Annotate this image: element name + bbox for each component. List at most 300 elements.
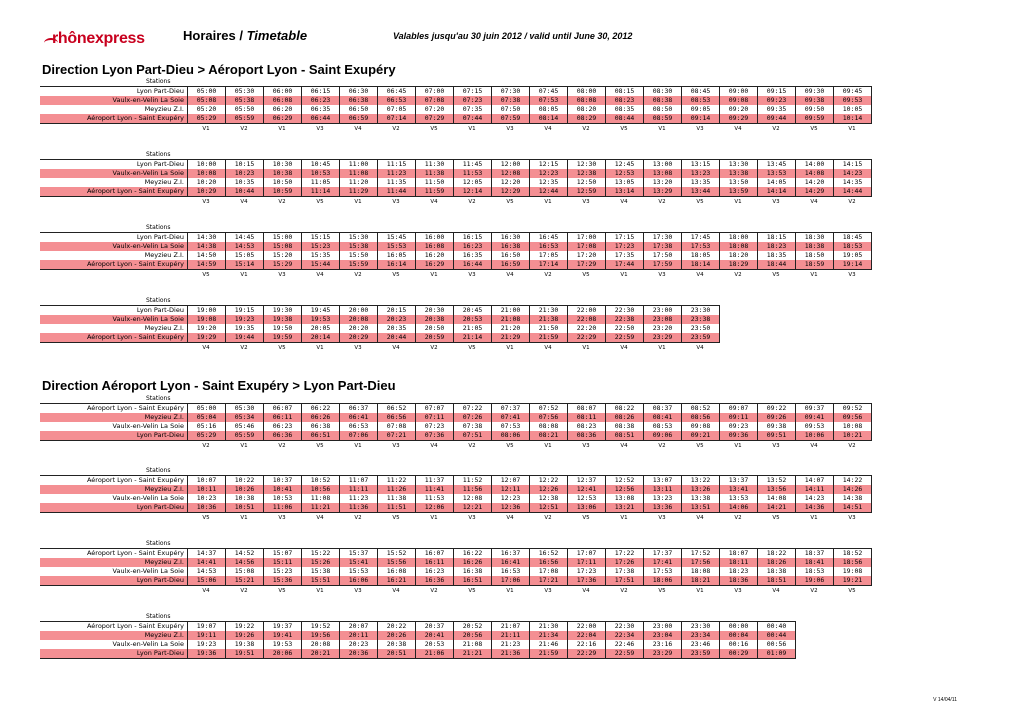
time-cell: 10:38	[226, 494, 264, 503]
timetable-table	[40, 86, 872, 124]
station-name: Lyon Part-Dieu	[40, 160, 188, 170]
time-cell: 11:45	[454, 160, 492, 170]
vehicle-row	[187, 441, 872, 452]
vehicle-label: V4	[316, 272, 324, 278]
time-cell: 08:26	[606, 413, 644, 422]
vehicle-label: V4	[582, 588, 590, 594]
vehicle-row	[187, 124, 872, 135]
time-cell: 09:37	[796, 404, 834, 414]
time-cell: 18:36	[720, 576, 758, 586]
time-cell: 07:38	[454, 422, 492, 431]
time-cell: 20:06	[264, 649, 302, 659]
time-cell: 11:38	[416, 169, 454, 178]
time-cell: 22:59	[606, 649, 644, 659]
time-cell: 07:53	[492, 422, 530, 431]
vehicle-label: V4	[430, 443, 438, 449]
title-fr: Horaires	[183, 28, 236, 43]
time-cell: 11:22	[378, 476, 416, 486]
vehicle-label: V1	[696, 588, 704, 594]
time-cell: 21:20	[492, 324, 530, 333]
vehicle-label: V4	[734, 126, 742, 132]
time-cell: 17:50	[644, 251, 682, 260]
time-cell: 20:22	[378, 622, 416, 632]
time-cell: 19:00	[188, 306, 226, 316]
time-cell: 14:52	[226, 549, 264, 559]
time-cell: 12:30	[568, 160, 606, 170]
time-cell: 18:53	[796, 567, 834, 576]
table-row	[40, 333, 868, 343]
time-cell: 12:15	[530, 160, 568, 170]
vehicle-label: V4	[772, 588, 780, 594]
time-cell: 16:50	[492, 251, 530, 260]
time-cell: 18:44	[758, 260, 796, 270]
time-cell: 14:07	[796, 476, 834, 486]
vehicle-label: V3	[772, 199, 780, 205]
time-cell: 20:53	[454, 315, 492, 324]
time-cell: 08:50	[644, 105, 682, 114]
time-cell: 11:00	[340, 160, 378, 170]
time-cell: 15:26	[302, 558, 340, 567]
time-cell: 07:08	[416, 96, 454, 105]
vehicle-label: V1	[202, 126, 210, 132]
time-cell: 15:53	[378, 242, 416, 251]
time-cell: 07:53	[530, 96, 568, 105]
vehicle-label: V1	[544, 199, 552, 205]
time-cell: 20:30	[416, 306, 454, 316]
time-cell: 08:30	[644, 87, 682, 97]
vehicle-label: V3	[658, 272, 666, 278]
stations-label: Stations	[146, 613, 171, 620]
vehicle-label: V4	[620, 199, 628, 205]
vehicle-label: V4	[430, 199, 438, 205]
time-cell: 19:30	[264, 306, 302, 316]
time-cell: 06:22	[302, 404, 340, 414]
time-cell: 07:15	[454, 87, 492, 97]
time-cell: 08:29	[568, 114, 606, 124]
time-cell: 06:30	[340, 87, 378, 97]
vehicle-label: V2	[772, 126, 780, 132]
vehicle-label: V2	[848, 199, 856, 205]
time-cell: 11:36	[340, 503, 378, 513]
vehicle-label: V3	[734, 588, 742, 594]
station-name: Vaulx-en-Velin La Soie	[112, 567, 184, 575]
table-row	[40, 160, 872, 170]
time-cell: 15:36	[264, 576, 302, 586]
time-cell: 17:53	[644, 567, 682, 576]
time-cell: 18:23	[758, 242, 796, 251]
vehicle-label: V4	[544, 126, 552, 132]
vehicle-label: V1	[506, 588, 514, 594]
vehicle-label: V1	[544, 443, 552, 449]
time-cell: 23:30	[682, 622, 720, 632]
time-cell: 19:41	[264, 631, 302, 640]
vehicle-label: V3	[202, 199, 210, 205]
time-cell: 21:21	[454, 649, 492, 659]
empty-cell	[796, 640, 834, 649]
vehicle-label: V3	[582, 443, 590, 449]
time-cell: 13:23	[644, 494, 682, 503]
time-cell: 17:36	[568, 576, 606, 586]
time-cell: 13:35	[682, 178, 720, 187]
time-cell: 13:07	[644, 476, 682, 486]
vehicle-label: V3	[392, 443, 400, 449]
time-cell: 19:38	[226, 640, 264, 649]
time-cell: 00:16	[720, 640, 758, 649]
time-cell: 06:53	[340, 422, 378, 431]
vehicle-label: V1	[430, 515, 438, 521]
time-cell: 07:05	[378, 105, 416, 114]
time-cell: 12:08	[492, 169, 530, 178]
time-cell: 17:52	[682, 549, 720, 559]
station-name: Vaulx-en-Velin La Soie	[40, 242, 188, 251]
time-cell: 20:05	[302, 324, 340, 333]
time-cell: 15:23	[302, 242, 340, 251]
time-cell: 20:23	[378, 315, 416, 324]
station-name: Vaulx-en-Velin La Soie	[112, 640, 184, 648]
time-cell: 21:59	[530, 333, 568, 343]
time-cell: 15:38	[340, 242, 378, 251]
vehicle-label: V4	[810, 443, 818, 449]
time-cell: 11:30	[416, 160, 454, 170]
time-cell: 13:15	[682, 160, 720, 170]
time-cell: 13:38	[720, 169, 758, 178]
time-cell: 11:53	[416, 494, 454, 503]
station-name: Aéroport Lyon - Saint Exupéry	[40, 260, 188, 270]
time-cell: 06:44	[302, 114, 340, 124]
time-cell: 10:44	[226, 187, 264, 197]
vehicle-label: V5	[582, 515, 590, 521]
time-cell: 08:35	[606, 105, 644, 114]
vehicle-label: V3	[278, 272, 286, 278]
time-cell: 13:53	[720, 494, 758, 503]
station-name: Lyon Part-Dieu	[40, 306, 188, 316]
time-cell: 18:07	[720, 549, 758, 559]
table-row	[40, 251, 872, 260]
time-cell: 18:51	[758, 576, 796, 586]
vehicle-label: V1	[658, 126, 666, 132]
time-cell: 14:50	[188, 251, 226, 260]
time-cell: 12:07	[492, 476, 530, 486]
time-cell: 08:37	[644, 404, 682, 414]
vehicle-label: V1	[582, 345, 590, 351]
time-cell: 17:06	[492, 576, 530, 586]
time-cell: 15:44	[302, 260, 340, 270]
time-cell: 09:56	[834, 413, 872, 422]
time-cell: 16:11	[416, 558, 454, 567]
time-cell: 00:56	[758, 640, 796, 649]
table-row	[40, 631, 870, 640]
time-cell: 19:52	[302, 622, 340, 632]
time-cell: 20:51	[378, 649, 416, 659]
time-cell: 15:56	[378, 558, 416, 567]
time-cell: 17:08	[568, 242, 606, 251]
vehicle-label: V2	[354, 515, 362, 521]
time-cell: 06:45	[378, 87, 416, 97]
empty-cell	[831, 315, 868, 324]
time-cell: 12:26	[530, 485, 568, 494]
time-cell: 14:08	[796, 169, 834, 178]
time-cell: 05:50	[226, 105, 264, 114]
vehicle-label: V3	[772, 443, 780, 449]
time-cell: 19:50	[264, 324, 302, 333]
station-name: Meyzieu Z.I.	[40, 558, 188, 567]
time-cell: 15:45	[378, 233, 416, 243]
time-cell: 10:07	[188, 476, 226, 486]
vehicle-label: V4	[316, 515, 324, 521]
time-cell: 19:29	[188, 333, 226, 343]
time-cell: 10:23	[226, 169, 264, 178]
time-cell: 16:21	[378, 576, 416, 586]
vehicle-label: V1	[848, 126, 856, 132]
time-cell: 21:30	[530, 306, 568, 316]
time-cell: 21:34	[530, 631, 568, 640]
time-cell: 21:08	[492, 315, 530, 324]
time-cell: 16:22	[454, 549, 492, 559]
time-cell: 10:22	[226, 476, 264, 486]
time-cell: 08:05	[530, 105, 568, 114]
empty-cell	[833, 622, 870, 632]
time-cell: 11:56	[454, 485, 492, 494]
vehicle-label: V3	[848, 272, 856, 278]
time-cell: 17:05	[530, 251, 568, 260]
time-cell: 19:44	[226, 333, 264, 343]
time-cell: 11:20	[340, 178, 378, 187]
time-cell: 16:38	[454, 567, 492, 576]
time-cell: 18:59	[796, 260, 834, 270]
vehicle-label: V1	[316, 345, 324, 351]
time-cell: 09:23	[720, 422, 758, 431]
time-cell: 06:50	[340, 105, 378, 114]
time-cell: 20:50	[416, 324, 454, 333]
vehicle-row	[187, 197, 872, 208]
time-cell: 07:26	[454, 413, 492, 422]
time-cell: 12:23	[492, 494, 530, 503]
table-row	[40, 187, 872, 197]
empty-cell	[794, 333, 831, 343]
time-cell: 10:08	[834, 422, 872, 431]
time-cell: 19:05	[834, 251, 872, 260]
time-cell: 17:00	[568, 233, 606, 243]
time-cell: 09:45	[834, 87, 872, 97]
time-cell: 07:59	[492, 114, 530, 124]
time-cell: 19:45	[302, 306, 340, 316]
time-cell: 05:30	[226, 87, 264, 97]
time-cell: 06:15	[302, 87, 340, 97]
time-cell: 13:21	[606, 503, 644, 513]
vehicle-label: V3	[848, 515, 856, 521]
time-cell: 10:53	[264, 494, 302, 503]
time-cell: 20:44	[378, 333, 416, 343]
time-cell: 07:23	[416, 422, 454, 431]
empty-cell	[757, 306, 794, 316]
time-cell: 12:37	[568, 476, 606, 486]
time-cell: 15:51	[302, 576, 340, 586]
time-cell: 15:59	[340, 260, 378, 270]
time-cell: 21:29	[492, 333, 530, 343]
time-cell: 12:06	[416, 503, 454, 513]
time-cell: 12:38	[530, 494, 568, 503]
vehicle-label: V1	[734, 443, 742, 449]
time-cell: 15:08	[226, 567, 264, 576]
time-cell: 21:05	[454, 324, 492, 333]
time-cell: 22:29	[568, 333, 606, 343]
time-cell: 09:11	[720, 413, 758, 422]
time-cell: 22:34	[606, 631, 644, 640]
vehicle-label: V4	[392, 345, 400, 351]
time-cell: 07:08	[378, 422, 416, 431]
station-name: Meyzieu Z.I.	[40, 413, 188, 422]
time-cell: 21:07	[492, 622, 530, 632]
time-cell: 10:45	[302, 160, 340, 170]
time-cell: 15:15	[302, 233, 340, 243]
time-cell: 10:20	[188, 178, 226, 187]
time-cell: 20:23	[340, 640, 378, 649]
time-cell: 16:53	[530, 242, 568, 251]
vehicle-label: V2	[278, 443, 286, 449]
time-cell: 12:50	[568, 178, 606, 187]
time-cell: 14:41	[188, 558, 226, 567]
time-cell: 00:00	[720, 622, 758, 632]
station-name: Aéroport Lyon - Saint Exupéry	[40, 187, 188, 197]
time-cell: 19:56	[302, 631, 340, 640]
time-cell: 21:50	[530, 324, 568, 333]
time-cell: 10:37	[264, 476, 302, 486]
time-cell: 23:30	[682, 306, 720, 316]
time-cell: 13:08	[644, 169, 682, 178]
time-cell: 18:14	[682, 260, 720, 270]
time-cell: 10:23	[188, 494, 226, 503]
vehicle-label: V4	[696, 515, 704, 521]
time-cell: 06:23	[302, 96, 340, 105]
time-cell: 19:22	[226, 622, 264, 632]
table-row	[40, 404, 872, 414]
time-cell: 16:44	[454, 260, 492, 270]
time-cell: 17:26	[606, 558, 644, 567]
time-cell: 07:36	[416, 431, 454, 441]
vehicle-label: V2	[658, 443, 666, 449]
empty-cell	[831, 306, 868, 316]
vehicle-label: V2	[544, 272, 552, 278]
time-cell: 14:23	[796, 494, 834, 503]
vehicle-label: V1	[810, 272, 818, 278]
time-cell: 13:29	[644, 187, 682, 197]
time-cell: 12:20	[492, 178, 530, 187]
time-cell: 18:41	[796, 558, 834, 567]
time-cell: 17:56	[682, 558, 720, 567]
station-name: Meyzieu Z.I.	[144, 251, 184, 259]
time-cell: 10:00	[188, 160, 226, 170]
version-label: V 14/04/11	[933, 697, 957, 703]
time-cell: 08:00	[568, 87, 606, 97]
time-cell: 09:30	[796, 87, 834, 97]
time-cell: 14:11	[796, 485, 834, 494]
time-cell: 20:20	[340, 324, 378, 333]
vehicle-label: V1	[316, 588, 324, 594]
vehicle-label: V5	[278, 588, 286, 594]
time-cell: 12:21	[454, 503, 492, 513]
time-cell: 15:06	[188, 576, 226, 586]
time-cell: 13:11	[644, 485, 682, 494]
time-cell: 14:45	[226, 233, 264, 243]
time-cell: 20:36	[340, 649, 378, 659]
time-cell: 17:29	[568, 260, 606, 270]
time-cell: 13:05	[606, 178, 644, 187]
time-cell: 00:40	[758, 622, 796, 632]
time-cell: 21:30	[530, 622, 568, 632]
time-cell: 18:20	[720, 251, 758, 260]
time-cell: 08:38	[606, 422, 644, 431]
table-row	[40, 96, 872, 105]
vehicle-label: V5	[468, 345, 476, 351]
time-cell: 17:08	[530, 567, 568, 576]
time-cell: 09:08	[682, 422, 720, 431]
time-cell: 21:46	[530, 640, 568, 649]
time-cell: 16:08	[378, 567, 416, 576]
time-cell: 10:08	[188, 169, 226, 178]
time-cell: 12:05	[454, 178, 492, 187]
time-cell: 13:52	[758, 476, 796, 486]
time-cell: 13:00	[644, 160, 682, 170]
time-cell: 07:20	[416, 105, 454, 114]
time-cell: 17:53	[682, 242, 720, 251]
time-cell: 08:23	[606, 96, 644, 105]
time-cell: 16:06	[340, 576, 378, 586]
vehicle-label: V5	[316, 443, 324, 449]
vehicle-label: V5	[848, 588, 856, 594]
time-cell: 05:04	[188, 413, 226, 422]
vehicle-label: V3	[354, 345, 362, 351]
time-cell: 09:51	[758, 431, 796, 441]
time-cell: 09:53	[796, 422, 834, 431]
time-cell: 08:38	[644, 96, 682, 105]
time-cell: 14:44	[834, 187, 872, 197]
time-cell: 05:00	[188, 404, 226, 414]
time-cell: 20:26	[378, 631, 416, 640]
vehicle-label: V4	[620, 345, 628, 351]
time-cell: 08:21	[530, 431, 568, 441]
time-cell: 20:38	[416, 315, 454, 324]
time-cell: 23:34	[682, 631, 720, 640]
vehicle-label: V5	[202, 515, 210, 521]
time-cell: 17:45	[682, 233, 720, 243]
time-cell: 18:21	[682, 576, 720, 586]
time-cell: 06:00	[264, 87, 302, 97]
time-cell: 12:35	[530, 178, 568, 187]
time-cell: 09:44	[758, 114, 796, 124]
time-cell: 19:11	[188, 631, 226, 640]
station-name: Meyzieu Z.I.	[144, 178, 184, 186]
time-cell: 16:00	[416, 233, 454, 243]
time-cell: 20:37	[416, 622, 454, 632]
time-cell: 22:30	[606, 306, 644, 316]
time-cell: 15:41	[340, 558, 378, 567]
time-cell: 19:53	[302, 315, 340, 324]
time-cell: 09:41	[796, 413, 834, 422]
vehicle-label: V2	[430, 588, 438, 594]
time-cell: 14:14	[758, 187, 796, 197]
time-cell: 18:38	[796, 242, 834, 251]
time-cell: 10:38	[264, 169, 302, 178]
table-row	[40, 413, 872, 422]
time-cell: 09:38	[796, 96, 834, 105]
empty-cell	[757, 324, 794, 333]
time-cell: 11:23	[378, 169, 416, 178]
vehicle-label: V5	[202, 272, 210, 278]
time-cell: 12:08	[454, 494, 492, 503]
time-cell: 05:20	[188, 105, 226, 114]
vehicle-row	[187, 586, 872, 597]
time-cell: 07:21	[378, 431, 416, 441]
